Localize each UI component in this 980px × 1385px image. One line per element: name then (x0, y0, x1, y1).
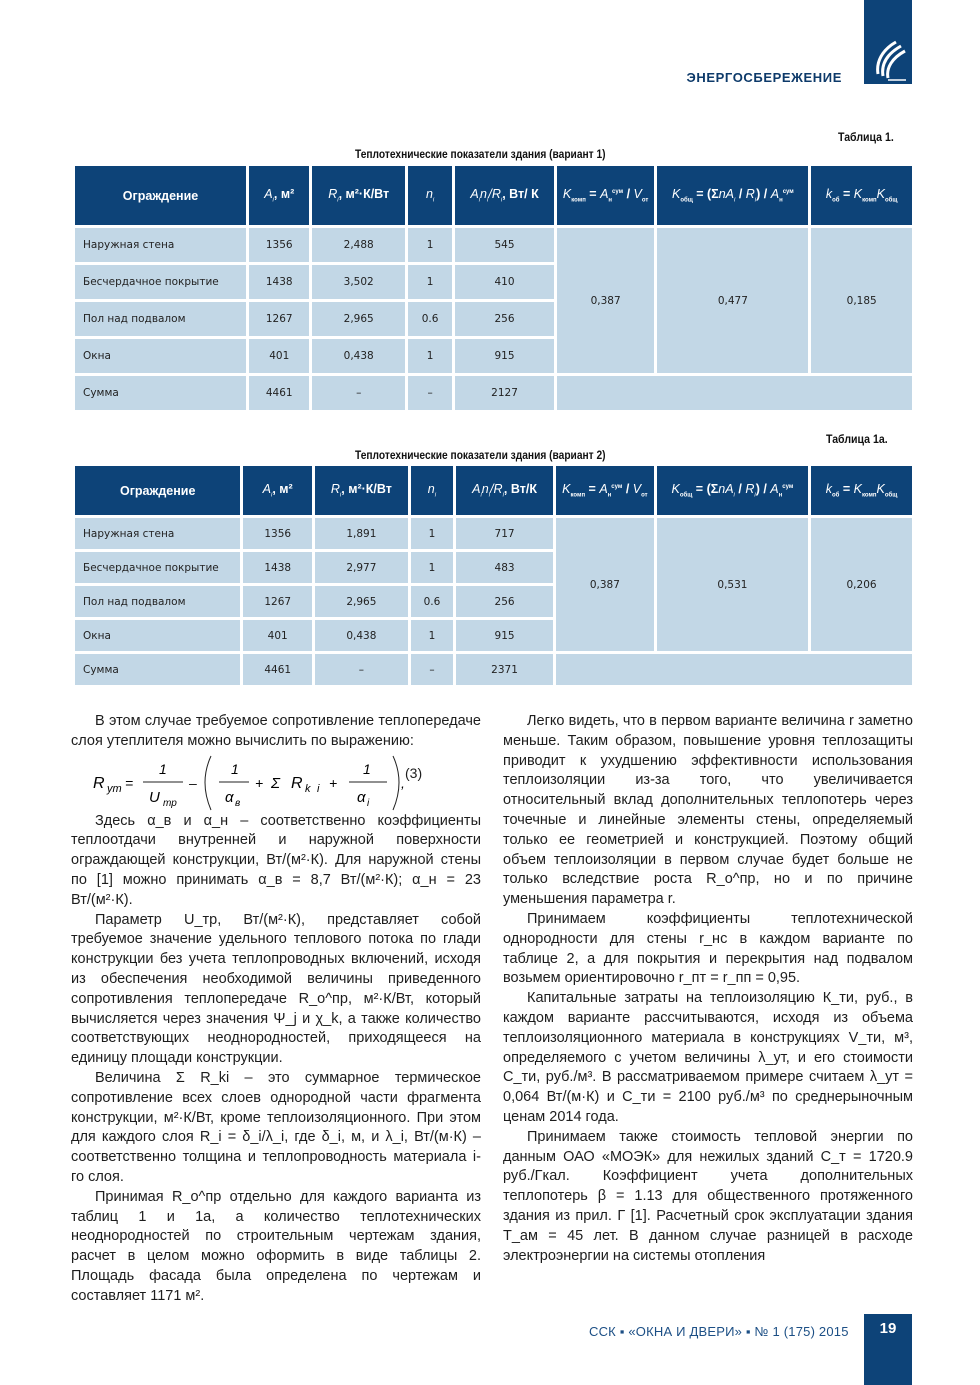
cell-anr: 2127 (455, 376, 554, 410)
cell-resistance: 1,891 (315, 518, 408, 549)
cell-resistance: 3,502 (312, 265, 405, 299)
cell-area: 4461 (249, 376, 309, 410)
svg-text:+: + (255, 774, 264, 791)
header-anr: $A_in_i/R_i$, Вт/К (456, 466, 553, 515)
svg-text:k: k (305, 782, 311, 795)
cell-n: 1 (408, 228, 452, 262)
svg-text:ут: ут (107, 782, 122, 795)
formula-number: (3) (405, 764, 423, 781)
cell-k-ob: 0,185 (811, 228, 912, 373)
article-column-left (71, 712, 481, 1307)
svg-text:,: , (401, 774, 405, 791)
cell-anr: 256 (455, 302, 554, 336)
paragraph: Капитальные затраты на теплоизоляцию К_ти, руб., в каждом варианте рассчитываются, исходя из объема теплоизоляционного материала в конструкциях V_ти, м³, определяемого с учетом величины λ_ут, и его стоимости С_ти, руб./м³. В рассматриваемом примере считаем λ_ут = 0,064 Вт/(м·К) и С_ти = 2100 руб./м³ по среднерыночным ценам 2014 года. (503, 990, 913, 1125)
cell-anr: 256 (456, 586, 553, 617)
header-anr: $A_in_i/R_i$, Вт/ К (455, 166, 554, 225)
header-k-ob: $k_{об} = K_{комп}K_{общ}$ (811, 166, 912, 225)
cell-n: 1 (408, 339, 452, 373)
header-n: $n_i$ (408, 166, 452, 225)
header-enclosure: Ограждение (75, 466, 240, 515)
header-resistance: $R_i$, м²·К/Вт (315, 466, 408, 515)
cell-n: 1 (411, 620, 453, 651)
cell-k-comp: 0,387 (556, 518, 654, 651)
cell-resistance: 2,488 (312, 228, 405, 262)
cell-n: 1 (408, 265, 452, 299)
header-enclosure: Ограждение (75, 166, 246, 225)
svg-text:1: 1 (231, 760, 239, 777)
cell-resistance: 0,438 (315, 620, 408, 651)
cell-area: 1267 (243, 586, 312, 617)
header-n: $n_i$ (411, 466, 453, 515)
article-column-right (503, 712, 913, 1266)
section-tab (864, 0, 912, 84)
table-row-sum (75, 376, 912, 410)
cell-k-comp: 0,387 (557, 228, 655, 373)
svg-text:=: = (125, 774, 134, 791)
svg-text:Σ: Σ (271, 774, 280, 792)
svg-text:1: 1 (159, 760, 167, 777)
cell-n: 1 (411, 518, 453, 549)
paragraph: Здесь α_в и α_н – соответственно коэффициенты теплоотдачи внутренней и наружной поверхности ограждающей конструкции, Вт/(м²·К). Для наружной стены по [1] можно принимать α_в = 8,7 Вт/(м²·К); α_н = 23 Вт/(м²·К). (71, 812, 481, 908)
magazine-logo-icon (870, 36, 908, 82)
svg-text:R: R (291, 774, 303, 792)
svg-text:+: + (329, 774, 338, 791)
table-caption: Теплотехнические показатели здания (вариант 1) (355, 147, 606, 161)
cell-name: Окна (75, 620, 240, 651)
header-resistance: $R_i$, м²·К/Вт (312, 166, 405, 225)
paragraph: Величина Σ R_ki – это суммарное термическое сопротивление всех слоев однородной части фрагмента конструкции, м²·К/Вт, кроме теплоизоляционного. При этом для каждого слоя R_i = δ_i/λ_i, где δ_i, м, и λ_i, Вт/(м·К) – соответственно толщина и теплопроводность материала i-го слоя. (71, 1069, 481, 1185)
svg-text:α: α (357, 788, 366, 806)
table-row (75, 228, 912, 262)
cell-name: Сумма (75, 376, 246, 410)
formula-3 (71, 752, 481, 812)
paragraph: Принимаем коэффициенты теплотехнической однородности для стены r_нс в каждом варианте по таблице 2, а для покрытия и перекрытия над подвалом возьмем ориентировочно r_пт = r_пп = 0,95. (503, 910, 913, 987)
cell-area: 1438 (243, 552, 312, 583)
svg-text:–: – (189, 774, 197, 791)
paragraph: Принимая R_о^пр отдельно для каждого варианта из таблиц 1 и 1а, а количество теплотехнических неоднородностей по строительным чертежам здания, расчет в целом можно оформить в виде таблицы 2. Площадь фасада была определена по чертежам и составляет 1171 м². (71, 1188, 481, 1304)
table-caption: Теплотехнические показатели здания (вариант 2) (355, 448, 606, 462)
cell-n: – (411, 654, 453, 685)
cell-area: 401 (243, 620, 312, 651)
cell-name: Пол над подвалом (75, 302, 246, 336)
header-k-ob: $k_{об} = K_{комп}K_{общ}$ (811, 466, 912, 515)
cell-anr: 915 (455, 339, 554, 373)
table-row (75, 518, 912, 549)
cell-name: Наружная стена (75, 228, 246, 262)
svg-text:i: i (317, 782, 320, 795)
section-title: ЭНЕРГОСБЕРЕЖЕНИЕ (686, 70, 842, 85)
cell-empty (556, 654, 912, 685)
table-label: Таблица 1а. (826, 432, 888, 446)
cell-anr: 545 (455, 228, 554, 262)
cell-n: 0.6 (411, 586, 453, 617)
cell-resistance: – (315, 654, 408, 685)
cell-area: 1356 (249, 228, 309, 262)
cell-n: 1 (411, 552, 453, 583)
table-variant-1 (72, 163, 915, 413)
cell-k-total: 0,477 (657, 228, 808, 373)
cell-empty (557, 376, 912, 410)
table-label: Таблица 1. (838, 130, 894, 144)
header-k-comp: $K_{комп} = A_н^{сум} / V_{от}$ (556, 466, 654, 515)
cell-resistance: 2,965 (312, 302, 405, 336)
header-k-comp: $K_{комп} = A_н^{сум} / V_{от}$ (557, 166, 655, 225)
cell-name: Пол над подвалом (75, 586, 240, 617)
header-k-total: $K_{общ} = (\Sigma nA_i / R_i) / A_н^{сум}$ (657, 166, 808, 225)
table-row-sum (75, 654, 912, 685)
paragraph: Легко видеть, что в первом варианте величина r заметно меньше. Таким образом, повышение уровня теплозащиты приводит к ухудшению эффективности использования теплоизоляции из-за того, что увеличивается относительный вклад дополнительных теплопотерь через точечные и линейные элементы стены, определяемый только ее геометрией и конструкцией. Поэтому общий объем теплоизоляции в первом случае будет больше не только вследствие роста R_о^пр, но и по причине уменьшения параметра r. (503, 713, 913, 908)
header-k-total: $K_{общ} = (\Sigma nA_i / R_i) / A_н^{сум}$ (657, 466, 808, 515)
svg-text:1: 1 (363, 760, 371, 777)
cell-k-ob: 0,206 (811, 518, 912, 651)
cell-area: 401 (249, 339, 309, 373)
cell-anr: 483 (456, 552, 553, 583)
cell-resistance: 2,965 (315, 586, 408, 617)
cell-area: 1267 (249, 302, 309, 336)
cell-name: Бесчердачное покрытие (75, 265, 246, 299)
cell-resistance: – (312, 376, 405, 410)
svg-text:R: R (93, 774, 105, 792)
cell-n: – (408, 376, 452, 410)
cell-anr: 717 (456, 518, 553, 549)
cell-area: 4461 (243, 654, 312, 685)
paragraph: Принимаем также стоимость тепловой энергии по данным ОАО «МОЭК» для нежилых зданий С_т = 1720.9 руб./Гкал. Коэффициент учета дополнительных теплопотерь β = 1.13 для общественного протяженного здания из прил. Г [1]. Расчетный срок эксплуатации здания T_ам = 45 лет. В данном случае разницей в расходе электроэнергии на системы отопления (503, 1128, 913, 1264)
paragraph: Параметр U_тр, Вт/(м²·К), представляет собой требуемое значение удельного теплового потока по глади конструкции без учета теплопроводных включений, исходя из обеспечения необходимой величины приведенного сопротивления теплопередаче R_о^пр, м²·К/Вт, который вычисляется через значения Ψ_j и χ_k, а также количество соответствующих неоднородностей, приходящееся на единицу площади конструкции. (71, 911, 481, 1067)
cell-name: Бесчердачное покрытие (75, 552, 240, 583)
paragraph: В этом случае требуемое сопротивление теплопередаче слоя утеплителя можно вычислить по выражению: (71, 713, 481, 749)
svg-text:U: U (149, 788, 160, 806)
cell-name: Окна (75, 339, 246, 373)
cell-area: 1356 (243, 518, 312, 549)
cell-area: 1438 (249, 265, 309, 299)
page-number-tab (864, 1314, 912, 1385)
cell-anr: 410 (455, 265, 554, 299)
cell-name: Наружная стена (75, 518, 240, 549)
cell-name: Сумма (75, 654, 240, 685)
svg-text:в: в (235, 797, 241, 809)
svg-text:i: i (367, 797, 370, 809)
header-area: $A_i$, м² (249, 166, 309, 225)
cell-n: 0.6 (408, 302, 452, 336)
cell-resistance: 0,438 (312, 339, 405, 373)
cell-k-total: 0,531 (657, 518, 808, 651)
svg-text:тр: тр (163, 797, 177, 809)
svg-text:α: α (225, 788, 234, 806)
header-area: $A_i$, м² (243, 466, 312, 515)
cell-anr: 2371 (456, 654, 553, 685)
cell-resistance: 2,977 (315, 552, 408, 583)
table-variant-2 (72, 463, 915, 688)
journal-footer: ССК ▪ «ОКНА И ДВЕРИ» ▪ № 1 (175) 2015 (589, 1324, 849, 1339)
cell-anr: 915 (456, 620, 553, 651)
page-number: 19 (879, 1320, 897, 1337)
